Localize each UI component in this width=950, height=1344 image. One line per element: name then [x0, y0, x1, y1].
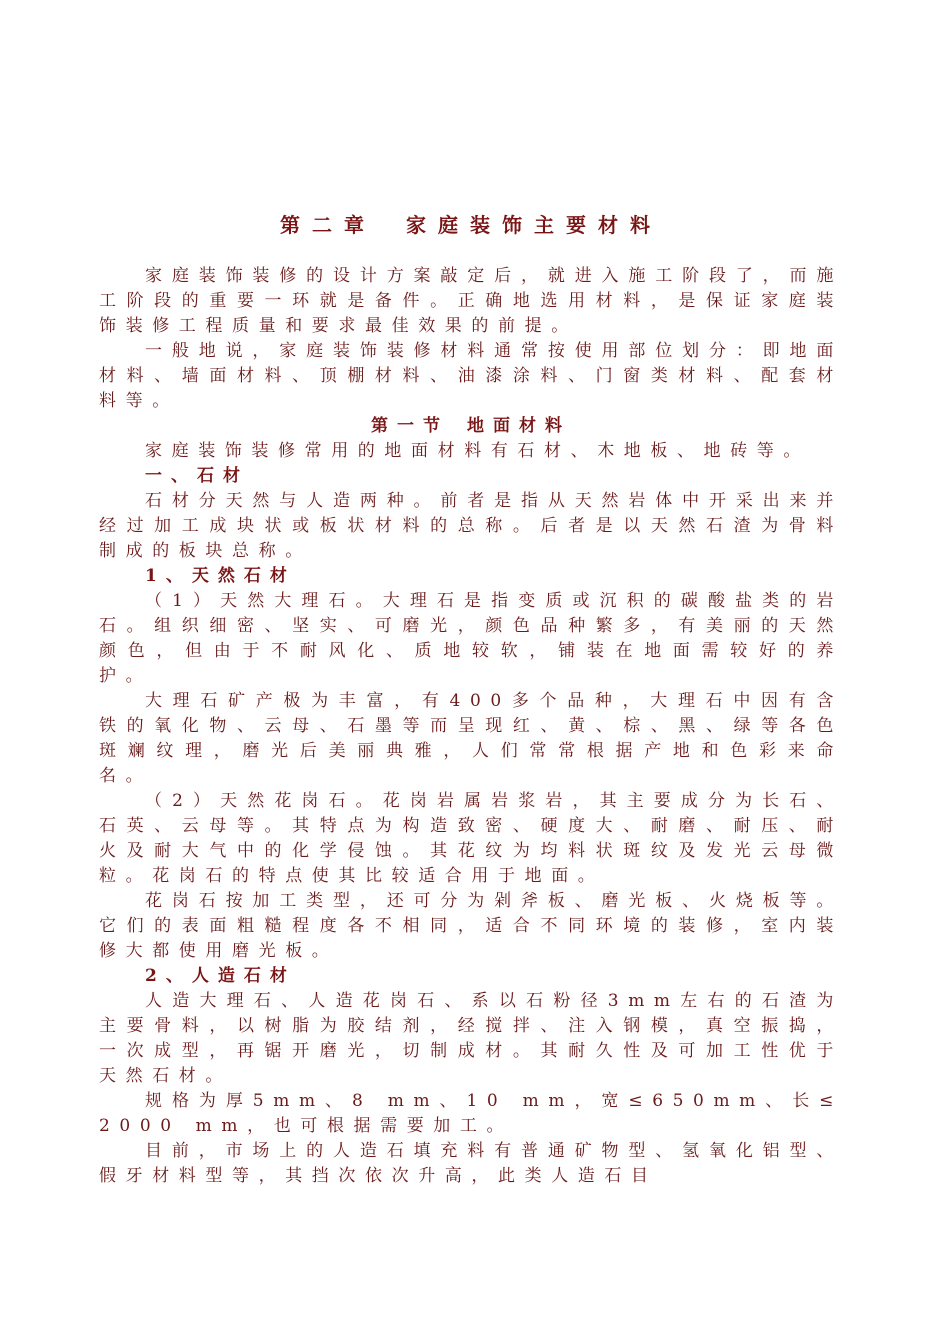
artificial-desc-paragraph: 人造大理石、人造花岗石、系以石粉径3mm左右的石渣为主要骨料，以树脂为胶结剂，经搅拌、注入钢模，真空振捣，一次成型，再锯开磨光，切制成材。其耐久性及可加工性优于天然石材。 [99, 991, 843, 1086]
section-name: 地面材料 [467, 416, 571, 436]
intro-paragraph-2: 一般地说，家庭装饰装修材料通常按使用部位划分：即地面材料、墙面材料、顶棚材料、油漆涂料、门窗类材料、配套材料等。 [99, 341, 843, 411]
intro-paragraph-1: 家庭装饰装修的设计方案敲定后，就进入施工阶段了，而施工阶段的重要一环就是备件。正确地选用材料，是保证家庭装饰装修工程质量和要求最佳效果的前提。 [99, 266, 843, 336]
stone-heading: 一、石材 [145, 466, 249, 486]
granite-paragraph: （2）天然花岗石。花岗岩属岩浆岩，其主要成分为长石、石英、云母等。其特点为构造致密、硬度大、耐磨、耐压、耐火及耐大气中的化学侵蚀。其花纹为均料状斑纹及发光云母微粒。花岗石的特点使其比较适合用于地面。 [99, 791, 843, 886]
marble-paragraph: （1）天然大理石。大理石是指变质或沉积的碳酸盐类的岩石。组织细密、坚实、可磨光，颜色品种繁多，有美丽的天然颜色，但由于不耐风化、质地较软，铺装在地面需较好的养护。 [99, 591, 843, 686]
artificial-spec-paragraph: 规格为厚5mm、8 mm、10 mm，宽≤650mm、长≤2000 mm，也可根据需要加工。 [99, 1091, 843, 1136]
natural-stone-heading: 1、天然石材 [145, 566, 296, 586]
section-number: 第一节 [371, 416, 449, 436]
artificial-stone-heading: 2、人造石材 [145, 966, 296, 986]
section-intro: 家庭装饰装修常用的地面材料有石材、木地板、地砖等。 [145, 441, 810, 461]
chapter-name: 家庭装饰主要材料 [406, 213, 662, 237]
artificial-market-paragraph: 目前，市场上的人造石填充料有普通矿物型、氢氧化铝型、假牙材料型等，其挡次依次升高，此类人造石目 [99, 1141, 843, 1186]
section-title [99, 414, 843, 439]
chapter-title [99, 210, 843, 240]
chapter-number: 第二章 [280, 213, 376, 237]
document-body [99, 210, 843, 1189]
granite-types-paragraph: 花岗石按加工类型，还可分为剁斧板、磨光板、火烧板等。它们的表面粗糙程度各不相同，适合不同环境的装修，室内装修大都使用磨光板。 [99, 891, 843, 961]
stone-intro: 石材分天然与人造两种。前者是指从天然岩体中开采出来并经过加工成块状或板状材料的总称。后者是以天然石渣为骨料制成的板块总称。 [99, 491, 843, 561]
marble-varieties-paragraph: 大理石矿产极为丰富，有400多个品种，大理石中因有含铁的氧化物、云母、石墨等而呈现红、黄、棕、黑、绿等各色斑斓纹理，磨光后美丽典雅，人们常常根据产地和色彩来命名。 [99, 691, 843, 786]
